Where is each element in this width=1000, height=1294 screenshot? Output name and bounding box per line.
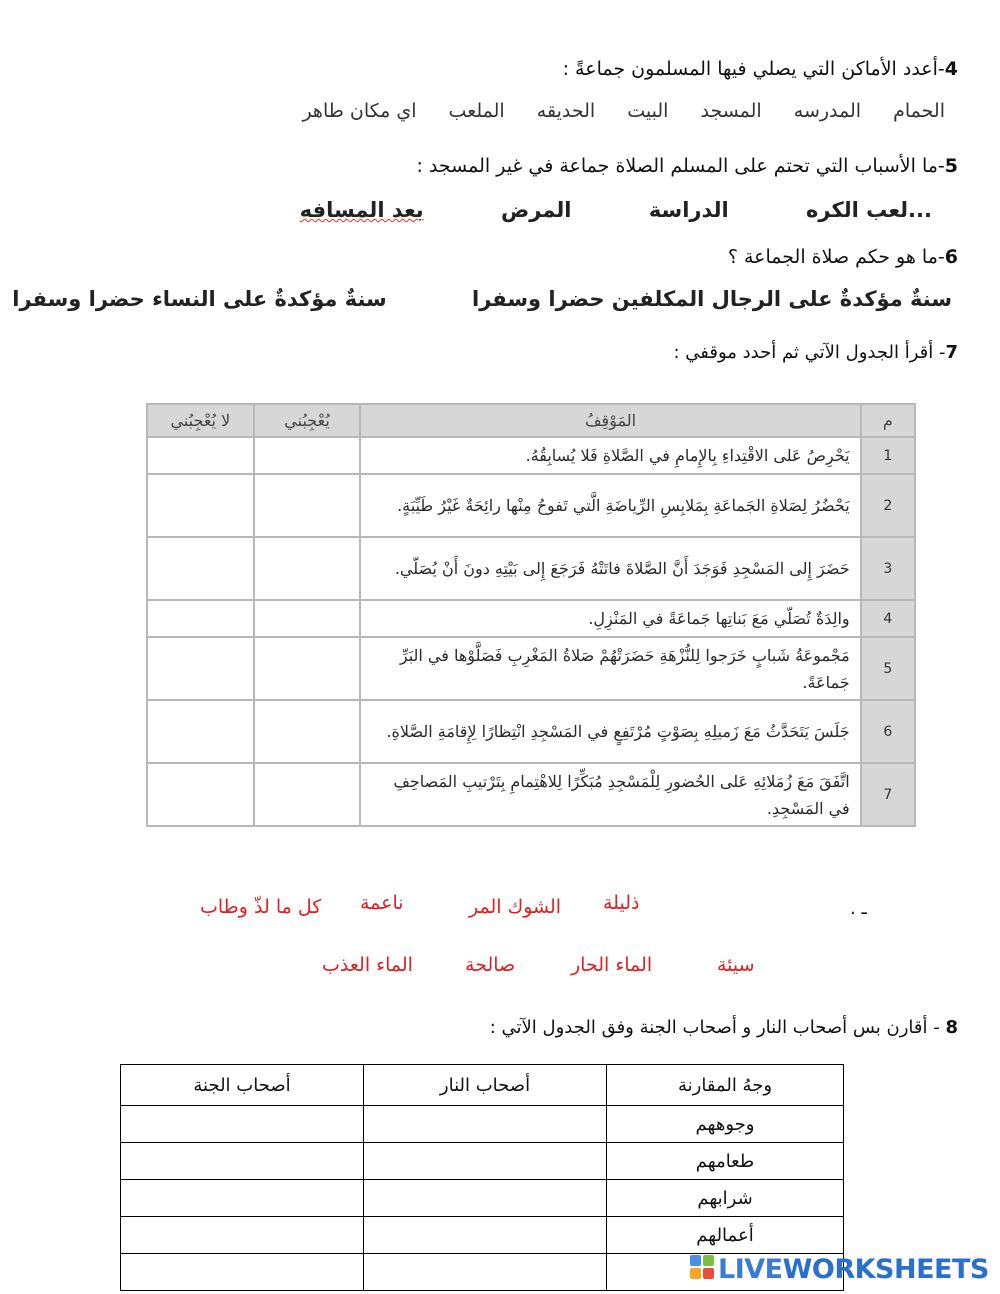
liveworksheets-logo-icon — [690, 1255, 716, 1281]
question-8-text: - أقارن بس أصحاب النار و أصحاب الجنة وفق الجدول الآتي : — [489, 1017, 946, 1038]
dislike-answer-cell[interactable] — [147, 437, 254, 474]
paradise-answer-cell[interactable] — [121, 1217, 364, 1254]
question-4-answers — [276, 100, 945, 122]
dislike-answer-cell[interactable] — [147, 600, 254, 637]
word-bank-item[interactable]: الماء العذب — [322, 954, 413, 976]
word-bank-item[interactable]: سيئة — [717, 954, 755, 976]
row-aspect: طعامهم — [607, 1143, 844, 1180]
row-situation: والِدَةٌ تُصَلّي مَعَ بَناتِها جَماعَةً في المَنْزِلِ. — [360, 600, 860, 637]
logo-text-worksheets: WORKSHEETS — [782, 1254, 989, 1285]
row-situation: يَحْضُرُ لِصَلاةِ الجَماعَةِ بِمَلابِسِ الرِّياضَةِ الَّتي تَفوحُ مِنْها رائِحَةٌ غَيْرُ طَيِّبَةٍ. — [360, 474, 860, 537]
like-answer-cell[interactable] — [254, 437, 361, 474]
fire-answer-cell[interactable] — [364, 1180, 607, 1217]
header-people-of-paradise: أصحاب الجنة — [121, 1065, 364, 1106]
answer-item: البيت — [627, 100, 669, 122]
answer-item: المرض — [501, 198, 572, 222]
answer-item: اي مكان طاهر — [302, 100, 417, 122]
question-7-number: 7 — [945, 342, 958, 363]
paradise-answer-cell[interactable] — [121, 1143, 364, 1180]
word-bank-item[interactable]: ناعمة — [360, 892, 404, 914]
row-number: 3 — [861, 537, 915, 600]
like-answer-cell[interactable] — [254, 537, 361, 600]
table-row — [147, 437, 915, 474]
fire-answer-cell[interactable] — [364, 1106, 607, 1143]
row-situation: جَلَسَ يَتَحَدَّثُ مَعَ زَميلِهِ بِصَوْتٍ مُرْتَفِعٍ في المَسْجِدِ انْتِظارًا لِإِقامَةِ الصَّلاةِ. — [360, 700, 860, 763]
table-row — [121, 1180, 844, 1217]
question-8 — [490, 1017, 958, 1038]
header-situation: المَوْقِفُ — [360, 404, 860, 437]
answer-item: الحديقه — [536, 100, 596, 122]
table-row — [147, 700, 915, 763]
like-answer-cell[interactable] — [254, 700, 361, 763]
table-row — [121, 1143, 844, 1180]
question-6-answers — [0, 287, 952, 311]
answer-item: سنةٌ مؤكدةٌ على الرجال المكلفين حضرا وسفرا — [472, 287, 952, 311]
question-6-number: 6 — [944, 246, 958, 268]
answer-item: المسجد — [700, 100, 762, 122]
answer-item: الحمام — [893, 100, 945, 122]
row-aspect: وجوههم — [607, 1106, 844, 1143]
answer-item: المدرسه — [793, 100, 862, 122]
header-people-of-fire: أصحاب النار — [364, 1065, 607, 1106]
header-number: م — [861, 404, 915, 437]
row-number: 1 — [861, 437, 915, 474]
question-7 — [673, 342, 958, 363]
table-row — [147, 763, 915, 826]
dislike-answer-cell[interactable] — [147, 474, 254, 537]
table-row — [121, 1217, 844, 1254]
question-5-answers — [230, 198, 932, 222]
table-header-row — [121, 1065, 844, 1106]
row-situation: يَحْرِصُ عَلى الاقْتِداءِ بِالإِمامِ في الصَّلاةِ فَلا يُسابِقُهُ. — [360, 437, 860, 474]
row-aspect: شرابهم — [607, 1180, 844, 1217]
like-answer-cell[interactable] — [254, 637, 361, 700]
question-4-text: -أعدد الأماكن التي يصلي فيها المسلمون جماعةً : — [562, 58, 945, 80]
answer-item: ...لعب الكره — [806, 198, 932, 222]
like-answer-cell[interactable] — [254, 600, 361, 637]
row-number: 6 — [861, 700, 915, 763]
question-6 — [728, 246, 958, 268]
header-like: يُعْجِبُني — [254, 404, 361, 437]
header-dislike: لا يُعْجِبُني — [147, 404, 254, 437]
question-8-number: 8 — [945, 1017, 958, 1038]
paradise-answer-cell[interactable] — [121, 1254, 364, 1291]
question-7-text: - أقرأ الجدول الآتي ثم أحدد موقفي : — [673, 342, 946, 363]
table-header-row — [147, 404, 915, 437]
paradise-answer-cell[interactable] — [121, 1106, 364, 1143]
dislike-answer-cell[interactable] — [147, 637, 254, 700]
question-5-text: -ما الأسباب التي تحتم على المسلم الصلاة جماعة في غير المسجد : — [416, 155, 945, 177]
question-5-number: 5 — [944, 155, 958, 177]
row-number: 4 — [861, 600, 915, 637]
fire-answer-cell[interactable] — [364, 1217, 607, 1254]
answer-item: بعد المسافه — [299, 198, 424, 222]
question-5 — [417, 155, 959, 177]
row-aspect: أعمالهم — [607, 1217, 844, 1254]
header-aspect: وجهُ المقارنة — [607, 1065, 844, 1106]
question-4 — [563, 58, 958, 80]
word-bank-item[interactable]: الماء الحار — [571, 954, 653, 976]
logo-text-live: LIVE — [718, 1254, 783, 1285]
table-row — [147, 637, 915, 700]
answer-item: الملعب — [448, 100, 505, 122]
dislike-answer-cell[interactable] — [147, 537, 254, 600]
word-bank-item[interactable]: ذليلة — [603, 892, 640, 914]
row-number: 5 — [861, 637, 915, 700]
like-answer-cell[interactable] — [254, 474, 361, 537]
liveworksheets-logo — [690, 1254, 989, 1285]
fire-answer-cell[interactable] — [364, 1254, 607, 1291]
row-situation: مَجْموعَةُ شَبابٍ خَرَجوا لِلنُّزْهَةِ حَضَرَتْهُمْ صَلاةُ المَغْرِبِ فَصَلَّوْها في البَرِّ جَماعَةً. — [360, 637, 860, 700]
answer-item: الدراسة — [648, 198, 729, 222]
word-bank-item[interactable]: كل ما لذّ وطاب — [200, 896, 322, 918]
dislike-answer-cell[interactable] — [147, 700, 254, 763]
fire-answer-cell[interactable] — [364, 1143, 607, 1180]
row-situation: اتَّفَقَ مَعَ زُمَلائِهِ عَلى الحُضورِ لِلْمَسْجِدِ مُبَكِّرًا لِلاهْتِمامِ بِتَرْتيبِ المَصاحِفِ في المَسْجِدِ. — [360, 763, 860, 826]
word-bank-item[interactable]: صالحة — [465, 954, 516, 976]
table-row — [121, 1106, 844, 1143]
question-6-text: -ما هو حكم صلاة الجماعة ؟ — [727, 246, 945, 268]
stray-mark: . ـ — [850, 898, 867, 919]
row-situation: حَضَرَ إِلى المَسْجِدِ فَوَجَدَ أَنَّ الصَّلاةَ فاتَتْهُ فَرَجَعَ إِلى بَيْتِهِ دونَ أَنْ يُصَلّي. — [360, 537, 860, 600]
answer-item: سنةٌ مؤكدةٌ على النساء حضرا وسفرا — [12, 287, 387, 311]
row-number: 7 — [861, 763, 915, 826]
word-bank-item[interactable]: الشوك المر — [469, 896, 562, 918]
question-4-number: 4 — [944, 58, 958, 80]
row-number: 2 — [861, 474, 915, 537]
paradise-answer-cell[interactable] — [121, 1180, 364, 1217]
dislike-answer-cell[interactable] — [147, 763, 254, 826]
table-row — [147, 537, 915, 600]
table-row — [147, 600, 915, 637]
situations-table — [146, 403, 916, 827]
table-row — [147, 474, 915, 537]
like-answer-cell[interactable] — [254, 763, 361, 826]
